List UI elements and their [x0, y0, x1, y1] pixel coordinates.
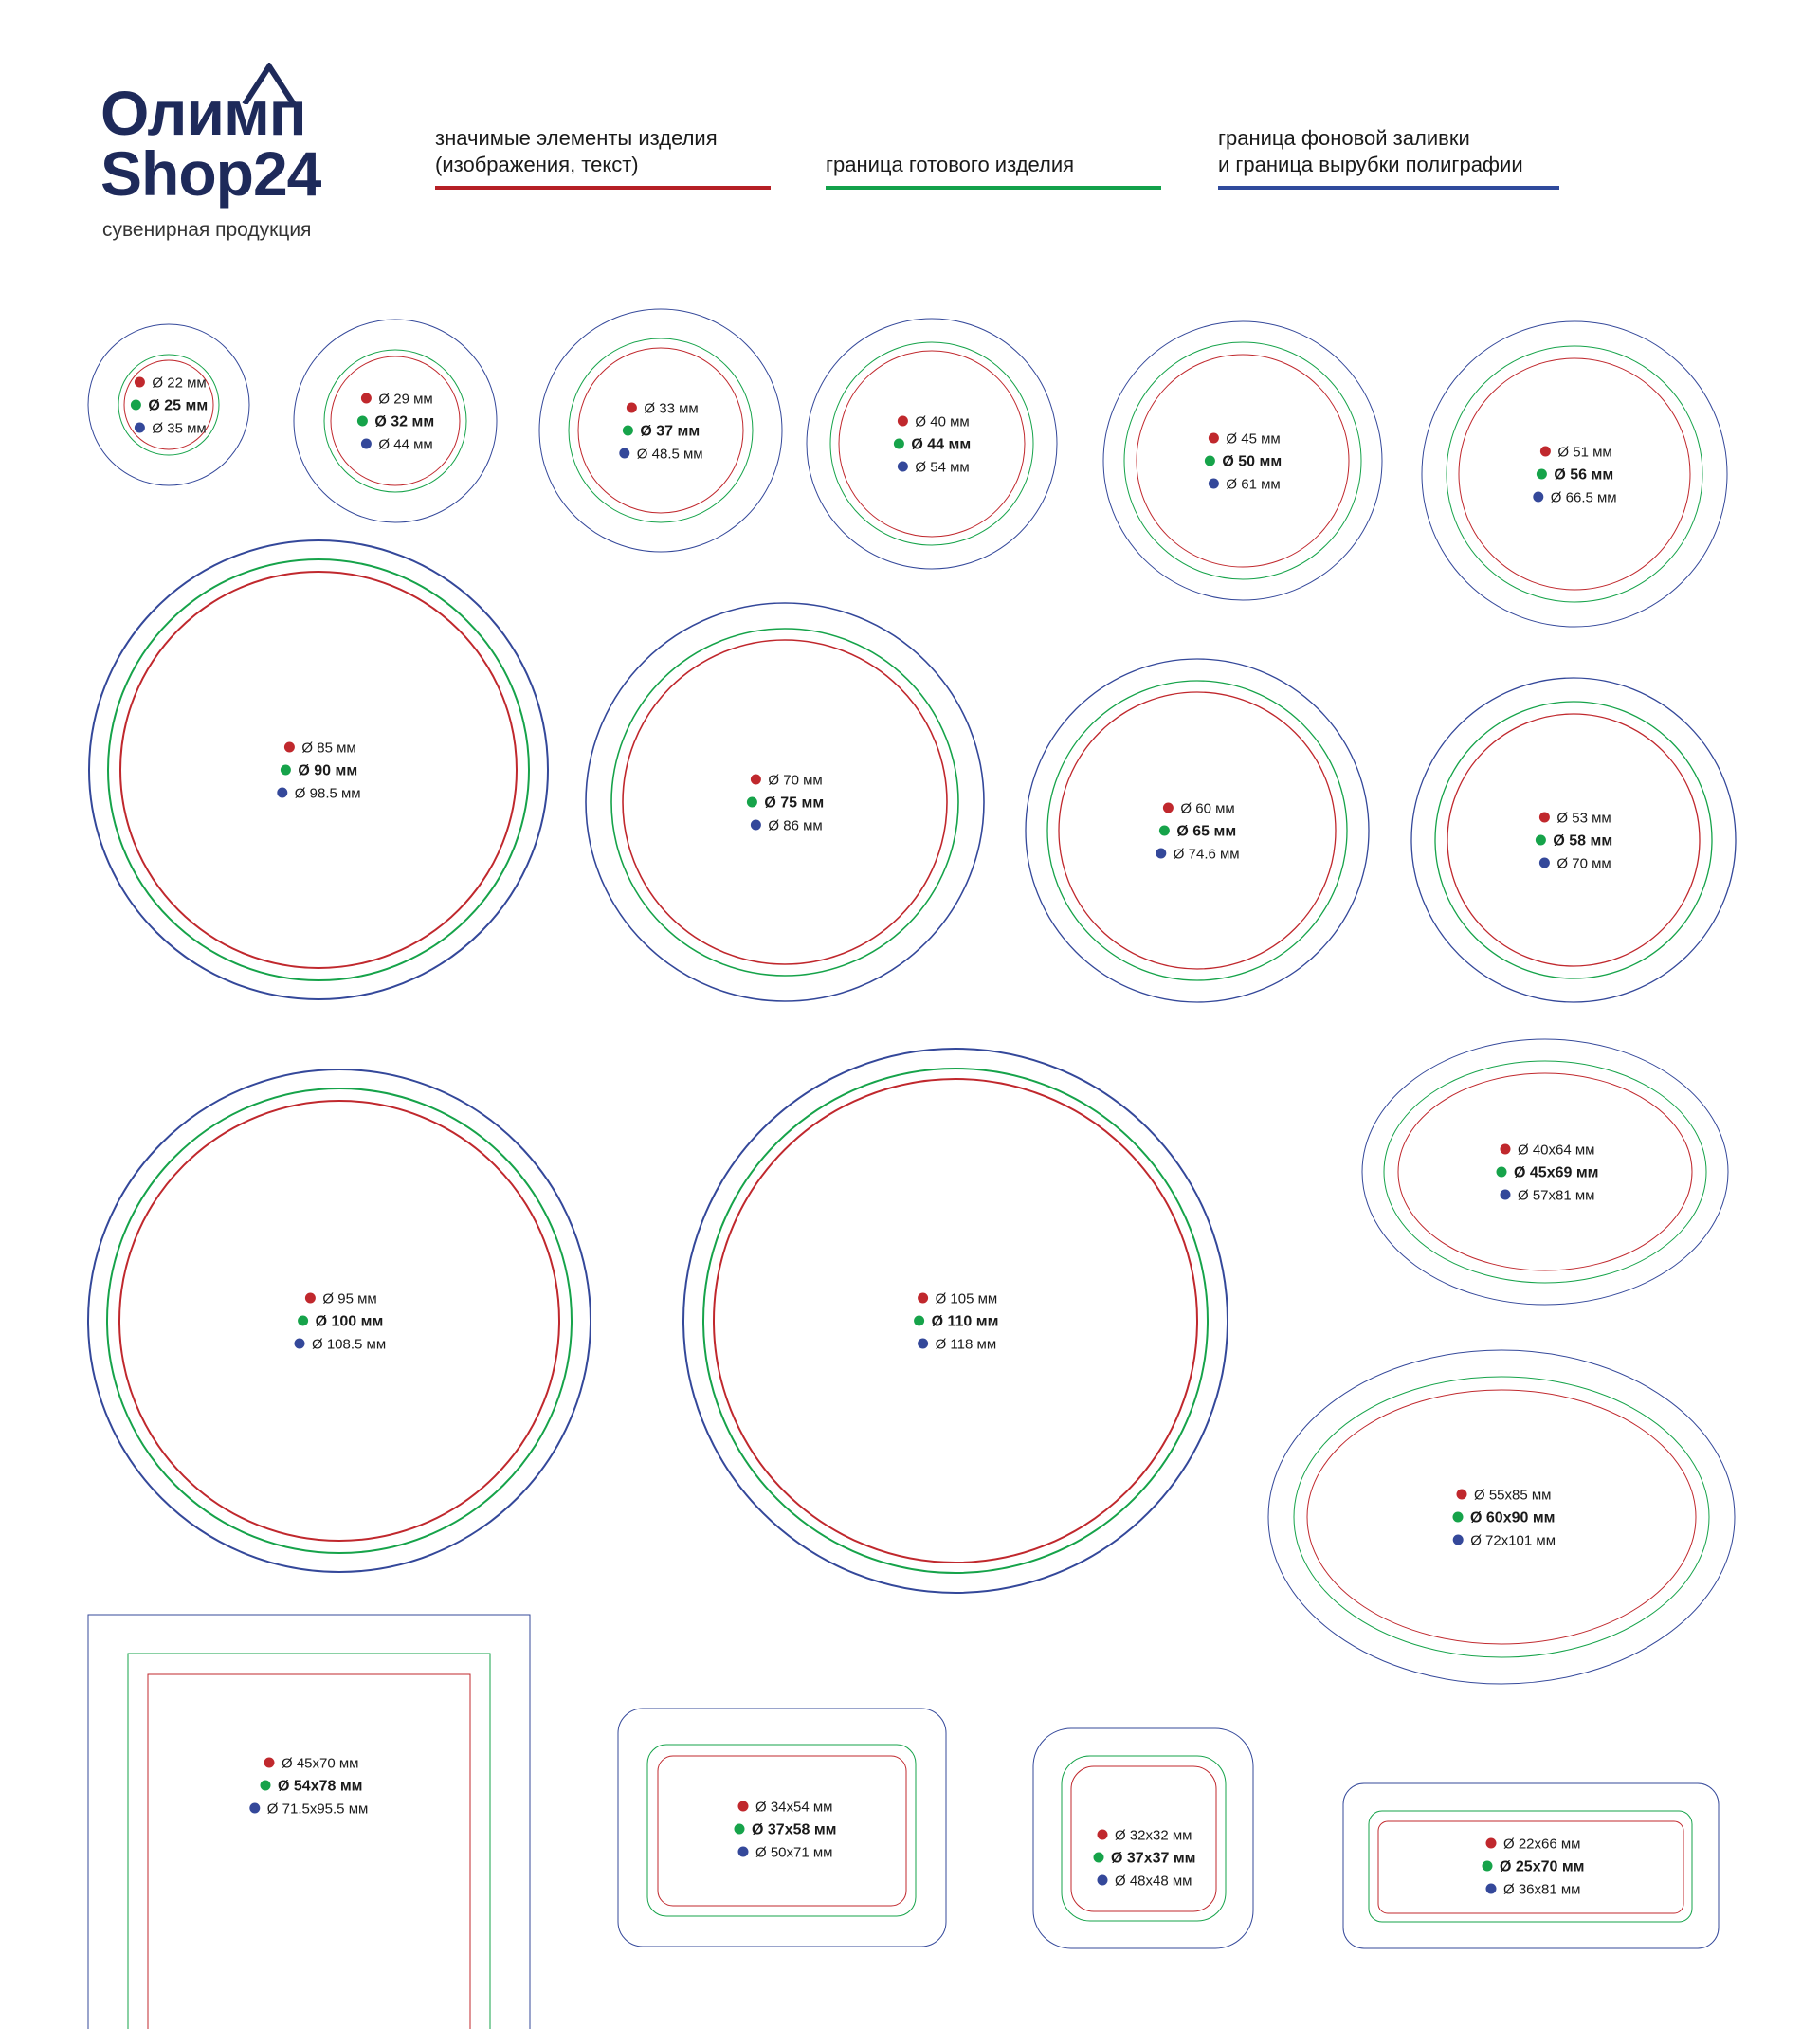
red-dot-icon	[1501, 1144, 1511, 1155]
template-circle-4	[807, 319, 1057, 569]
red-dot-icon	[361, 393, 372, 404]
logo-text-line1: Олимп	[100, 78, 306, 148]
red-dot-icon	[1098, 1830, 1108, 1840]
template-rounded-rect-18	[1343, 1783, 1719, 1948]
label-bleed-size: Ø 36x81 мм	[1503, 1881, 1581, 1898]
green-dot-icon	[1453, 1512, 1464, 1523]
label-safe-area: Ø 51 мм	[1557, 444, 1612, 461]
green-dot-icon	[1536, 835, 1546, 846]
green-dot-icon	[261, 1781, 271, 1791]
label-bleed-size: Ø 57x81 мм	[1518, 1187, 1595, 1204]
green-dot-icon	[1483, 1861, 1493, 1872]
green-dot-icon	[1205, 456, 1215, 466]
green-dot-icon	[1094, 1853, 1104, 1863]
legend-label-line2: (изображения, текст)	[435, 153, 639, 176]
green-dot-icon	[735, 1824, 745, 1835]
label-bleed-size: Ø 72x101 мм	[1470, 1532, 1556, 1549]
blue-dot-icon	[277, 788, 287, 798]
label-safe-area: Ø 70 мм	[768, 772, 823, 789]
red-dot-icon	[284, 742, 295, 753]
template-circle-7	[89, 540, 548, 999]
template-circle-10	[1411, 678, 1736, 1002]
blue-dot-icon	[361, 439, 372, 449]
legend-label-line2: и граница вырубки полиграфии	[1218, 153, 1523, 176]
template-rect-15	[88, 1615, 530, 2029]
label-finished-size: Ø 25 мм	[148, 397, 209, 414]
blue-dot-icon	[1209, 479, 1219, 489]
label-finished-size: Ø 100 мм	[315, 1313, 384, 1330]
blue-dot-icon	[1486, 1884, 1497, 1894]
label-safe-area: Ø 85 мм	[301, 740, 356, 757]
label-safe-area: Ø 55x85 мм	[1474, 1487, 1552, 1504]
red-dot-icon	[918, 1293, 928, 1304]
label-safe-area: Ø 95 мм	[322, 1290, 377, 1307]
green-dot-icon	[131, 400, 141, 411]
label-bleed-size: Ø 98.5 мм	[294, 785, 361, 802]
red-dot-icon	[898, 416, 908, 427]
safe-area-boundary-rect	[148, 1674, 470, 2029]
label-bleed-size: Ø 54 мм	[915, 459, 970, 476]
label-bleed-size: Ø 48x48 мм	[1115, 1873, 1192, 1890]
template-circle-12	[683, 1049, 1228, 1593]
blue-dot-icon	[1453, 1535, 1464, 1545]
blue-dot-icon	[1501, 1190, 1511, 1200]
red-dot-icon	[1540, 447, 1551, 457]
logo-tagline: сувенирная продукция	[102, 219, 312, 241]
red-dot-icon	[264, 1758, 275, 1768]
label-bleed-size: Ø 70 мм	[1556, 855, 1611, 872]
legend-label-line1: граница фоновой заливки	[1218, 126, 1470, 150]
template-circle-8	[586, 603, 984, 1001]
finished-boundary-rect	[128, 1654, 490, 2029]
green-dot-icon	[357, 416, 368, 427]
blue-dot-icon	[1098, 1875, 1108, 1886]
blue-dot-icon	[249, 1803, 260, 1814]
green-dot-icon	[298, 1316, 308, 1326]
template-circle-1	[88, 324, 249, 485]
label-finished-size: Ø 58 мм	[1553, 832, 1613, 850]
blue-dot-icon	[619, 448, 629, 459]
label-safe-area: Ø 40 мм	[915, 413, 970, 430]
label-bleed-size: Ø 118 мм	[935, 1336, 997, 1353]
template-rounded-rect-17	[1033, 1728, 1253, 1948]
label-finished-size: Ø 37x58 мм	[752, 1821, 837, 1838]
template-circle-9	[1026, 659, 1369, 1002]
label-safe-area: Ø 22x66 мм	[1503, 1836, 1581, 1853]
label-finished-size: Ø 25x70 мм	[1500, 1858, 1585, 1875]
label-finished-size: Ø 44 мм	[911, 436, 972, 453]
label-bleed-size: Ø 35 мм	[152, 420, 207, 437]
blue-dot-icon	[738, 1847, 749, 1857]
blue-dot-icon	[751, 820, 761, 831]
red-dot-icon	[1457, 1490, 1467, 1500]
template-circle-6	[1422, 321, 1727, 627]
label-finished-size: Ø 37 мм	[640, 423, 701, 440]
red-dot-icon	[751, 775, 761, 785]
blue-dot-icon	[918, 1339, 928, 1349]
green-dot-icon	[894, 439, 904, 449]
logo-text-line2: Shop24	[100, 138, 321, 209]
template-circle-11	[88, 1069, 591, 1572]
label-finished-size: Ø 50 мм	[1222, 453, 1283, 470]
green-dot-icon	[914, 1316, 924, 1326]
label-finished-size: Ø 65 мм	[1176, 823, 1237, 840]
label-finished-size: Ø 37x37 мм	[1111, 1850, 1196, 1867]
red-dot-icon	[1486, 1838, 1497, 1849]
green-dot-icon	[281, 765, 291, 776]
label-finished-size: Ø 60x90 мм	[1470, 1509, 1556, 1526]
label-safe-area: Ø 33 мм	[644, 400, 699, 417]
red-dot-icon	[738, 1801, 749, 1812]
label-finished-size: Ø 75 мм	[764, 795, 825, 812]
label-bleed-size: Ø 86 мм	[768, 817, 823, 834]
label-safe-area: Ø 22 мм	[152, 375, 207, 392]
green-dot-icon	[1537, 469, 1547, 480]
blue-dot-icon	[898, 462, 908, 472]
label-safe-area: Ø 32x32 мм	[1115, 1827, 1192, 1844]
label-finished-size: Ø 32 мм	[374, 413, 435, 430]
label-bleed-size: Ø 108.5 мм	[312, 1336, 387, 1353]
green-dot-icon	[1159, 826, 1170, 836]
legend-label-line1: значимые элементы изделия	[435, 126, 718, 150]
label-safe-area: Ø 34x54 мм	[755, 1799, 833, 1816]
red-dot-icon	[1539, 813, 1550, 823]
red-dot-icon	[627, 403, 637, 413]
label-safe-area: Ø 60 мм	[1180, 800, 1235, 817]
label-bleed-size: Ø 50x71 мм	[755, 1844, 833, 1861]
blue-dot-icon	[135, 423, 145, 433]
red-dot-icon	[1209, 433, 1219, 444]
legend-label-line2: граница готового изделия	[826, 153, 1075, 176]
blue-dot-icon	[1533, 492, 1543, 503]
label-finished-size: Ø 45x69 мм	[1514, 1164, 1599, 1181]
label-safe-area: Ø 105 мм	[935, 1290, 998, 1307]
bleed-boundary-rect	[88, 1615, 530, 2029]
red-dot-icon	[1163, 803, 1174, 813]
blue-dot-icon	[295, 1339, 305, 1349]
label-safe-area: Ø 40x64 мм	[1518, 1142, 1595, 1159]
template-circle-2	[294, 320, 497, 522]
label-safe-area: Ø 29 мм	[378, 391, 433, 408]
label-bleed-size: Ø 66.5 мм	[1550, 489, 1617, 506]
label-bleed-size: Ø 48.5 мм	[636, 446, 703, 463]
label-bleed-size: Ø 61 мм	[1226, 476, 1281, 493]
label-finished-size: Ø 90 мм	[298, 762, 358, 779]
green-dot-icon	[623, 426, 633, 436]
blue-dot-icon	[1539, 858, 1550, 868]
label-finished-size: Ø 110 мм	[931, 1313, 999, 1330]
green-dot-icon	[1497, 1167, 1507, 1178]
label-bleed-size: Ø 44 мм	[378, 436, 433, 453]
label-finished-size: Ø 56 мм	[1554, 466, 1614, 484]
label-finished-size: Ø 54x78 мм	[278, 1778, 363, 1795]
template-rounded-rect-16	[618, 1709, 946, 1947]
label-safe-area: Ø 45 мм	[1226, 430, 1281, 448]
label-safe-area: Ø 45x70 мм	[282, 1755, 359, 1772]
label-bleed-size: Ø 71.5x95.5 мм	[266, 1801, 369, 1818]
blue-dot-icon	[1156, 849, 1166, 859]
green-dot-icon	[747, 797, 757, 808]
label-safe-area: Ø 53 мм	[1556, 810, 1611, 827]
template-circle-5	[1103, 321, 1382, 600]
red-dot-icon	[135, 377, 145, 388]
label-bleed-size: Ø 74.6 мм	[1173, 846, 1240, 863]
red-dot-icon	[305, 1293, 316, 1304]
template-ellipse-14	[1268, 1350, 1735, 1684]
template-circle-3	[539, 309, 782, 552]
template-ellipse-13	[1362, 1039, 1728, 1305]
